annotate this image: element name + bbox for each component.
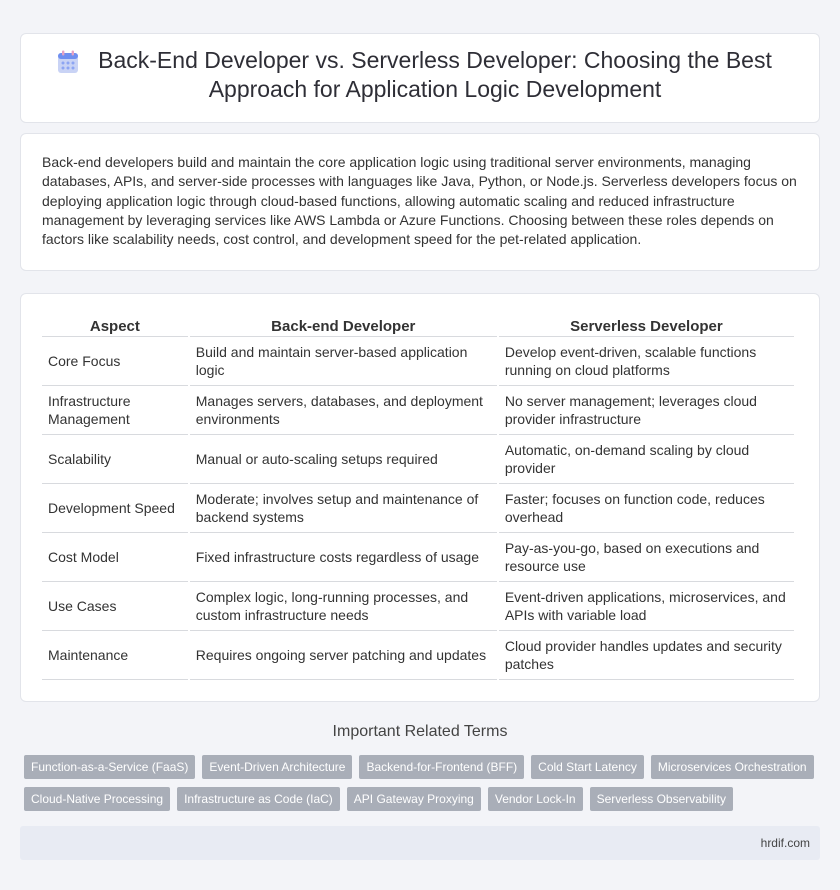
aspect-cell: Infrastructure Management <box>42 386 188 435</box>
term-tag[interactable]: Cold Start Latency <box>531 755 644 779</box>
serverless-cell: Automatic, on-demand scaling by cloud provider <box>499 435 794 484</box>
intro-paragraph: Back-end developers build and maintain the core application logic using traditional server environments, managing databases, APIs, and server-side processes with languages like Java, Python, or Node.js. Serverless developers focus on deploying application logic through cloud-based functions, allowing automatic scaling and reduced infrastructure management by leveraging services like AWS Lambda or Azure Functions. Choosing between these roles depends on factors like scalability needs, cost control, and development speed for the pet-related application. <box>42 154 797 248</box>
backend-cell: Manages servers, databases, and deployment environments <box>190 386 497 435</box>
backend-cell: Complex logic, long-running processes, and custom infrastructure needs <box>190 582 497 631</box>
table-row <box>42 631 794 680</box>
table-row <box>42 582 794 631</box>
table-header-row <box>42 315 794 337</box>
title-card <box>20 33 820 123</box>
page-title: Back-End Developer vs. Serverless Developer: Choosing the Best Approach for Application Logic Development <box>98 47 772 102</box>
aspect-cell: Scalability <box>42 435 188 484</box>
backend-cell: Build and maintain server-based application logic <box>190 337 497 386</box>
serverless-cell: Faster; focuses on function code, reduces overhead <box>499 484 794 533</box>
related-terms-list <box>24 755 824 819</box>
footer <box>20 826 820 860</box>
term-tag[interactable]: Microservices Orchestration <box>651 755 814 779</box>
serverless-cell: Develop event-driven, scalable functions running on cloud platforms <box>499 337 794 386</box>
backend-cell: Manual or auto-scaling setups required <box>190 435 497 484</box>
table-row <box>42 533 794 582</box>
term-tag[interactable]: Vendor Lock-In <box>488 787 583 811</box>
header-aspect: Aspect <box>42 315 188 337</box>
backend-cell: Requires ongoing server patching and updates <box>190 631 497 680</box>
table-row <box>42 435 794 484</box>
aspect-cell: Development Speed <box>42 484 188 533</box>
aspect-cell: Use Cases <box>42 582 188 631</box>
serverless-cell: No server management; leverages cloud provider infrastructure <box>499 386 794 435</box>
footer-site-link[interactable]: hrdif.com <box>760 836 810 850</box>
header-serverless: Serverless Developer <box>499 315 794 337</box>
intro-card <box>20 133 820 271</box>
aspect-cell: Maintenance <box>42 631 188 680</box>
term-tag[interactable]: Serverless Observability <box>590 787 733 811</box>
related-terms-heading: Important Related Terms <box>332 723 508 740</box>
comparison-card <box>20 293 820 702</box>
serverless-cell: Cloud provider handles updates and security patches <box>499 631 794 680</box>
header-backend: Back-end Developer <box>190 315 497 337</box>
term-tag[interactable]: Infrastructure as Code (IaC) <box>177 787 340 811</box>
table-row <box>42 484 794 533</box>
table-row <box>42 386 794 435</box>
term-tag[interactable]: Function-as-a-Service (FaaS) <box>24 755 195 779</box>
comparison-table <box>40 315 796 680</box>
backend-cell: Fixed infrastructure costs regardless of usage <box>190 533 497 582</box>
term-tag[interactable]: Cloud-Native Processing <box>24 787 170 811</box>
term-tag[interactable]: Backend-for-Frontend (BFF) <box>359 755 524 779</box>
serverless-cell: Event-driven applications, microservices, and APIs with variable load <box>499 582 794 631</box>
serverless-cell: Pay-as-you-go, based on executions and resource use <box>499 533 794 582</box>
term-tag[interactable]: Event-Driven Architecture <box>202 755 352 779</box>
aspect-cell: Cost Model <box>42 533 188 582</box>
table-row <box>42 337 794 386</box>
term-tag[interactable]: API Gateway Proxying <box>347 787 481 811</box>
aspect-cell: Core Focus <box>42 337 188 386</box>
backend-cell: Moderate; involves setup and maintenance of backend systems <box>190 484 497 533</box>
